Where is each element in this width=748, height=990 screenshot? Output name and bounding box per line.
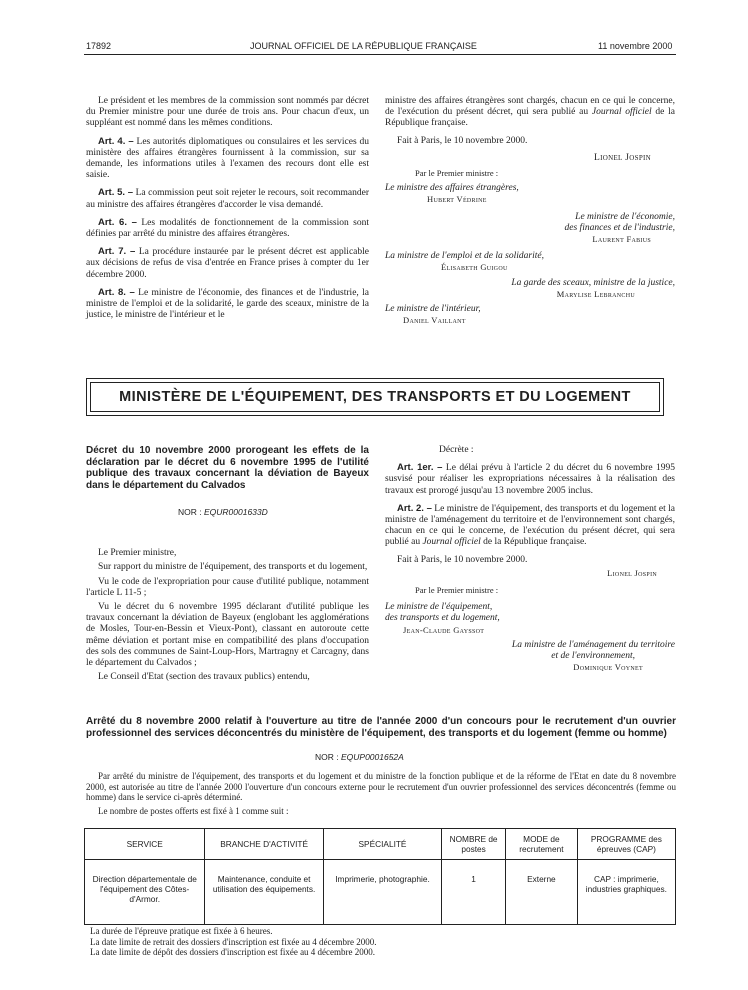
col-branche: BRANCHE D'ACTIVITÉ bbox=[205, 829, 323, 860]
name-fabius: Laurent Fabius bbox=[592, 234, 651, 245]
name-gayssot: Jean-Claude Gayssot bbox=[403, 624, 485, 635]
signature-pm: Lionel Jospin bbox=[594, 152, 651, 163]
decrete: Décrète : bbox=[439, 445, 474, 455]
ministry-heading: MINISTÈRE DE L'ÉQUIPEMENT, DES TRANSPORTS ET DU LOGEMENT bbox=[119, 389, 631, 405]
arrete-p1: Par arrêté du ministre de l'équipement, des transports et du logement et du ministre de la fonction publique et de la réforme de l'Etat en date du 8 novembre 2000, est autorisée au titre de l'année 2000 l'ouverture d'un concours externe pour le recrutement d'un ouvrier professionnel des services déconcentrés (femme ou homme) dans le service ci-après déterminé. bbox=[86, 771, 676, 802]
arrete-body bbox=[86, 771, 676, 822]
arrete-f1: La durée de l'épreuve pratique est fixée à 6 heures. bbox=[90, 926, 273, 936]
name-vaillant: Daniel Vaillant bbox=[403, 315, 466, 326]
arrete-f2: La date limite de retrait des dossiers d'inscription est fixée au 4 décembre 2000. bbox=[90, 936, 377, 947]
decret-role-equipement-a: Le ministre de l'équipement, bbox=[385, 602, 493, 613]
arrete-p2: Le nombre de postes offerts est fixé à 1 comme suit : bbox=[98, 805, 289, 816]
arrete-footer bbox=[86, 926, 676, 958]
name-voynet: Dominique Voynet bbox=[573, 662, 643, 673]
decret-left-column bbox=[86, 445, 369, 686]
col-service: SERVICE bbox=[85, 829, 205, 860]
decret-role-amenagement-a: La ministre de l'aménagement du territoire bbox=[511, 639, 675, 650]
role-justice: La garde des sceaux, ministre de la justice, bbox=[511, 277, 675, 288]
article-7: Art. 7. – La procédure instaurée par le présent décret est applicable aux décisions de refus de visa d'entrée en France prises à compter du 1er décembre 2000. bbox=[86, 246, 369, 280]
top-right-column bbox=[385, 96, 675, 326]
decret-title: Décret du 10 novembre 2000 prorogeant les effets de la déclaration par le décret du 6 novembre 1995 de l'utilité publique des travaux concernant la déviation de Bayeux dans le département du Calvados bbox=[86, 445, 369, 491]
commission-paragraph: Le président et les membres de la commission sont nommés par décret du Premier ministre pour une durée de trois ans. Pour chacun d'eux, un suppléant est nommé dans les mêmes conditions. bbox=[86, 96, 369, 129]
col-nombre: NOMBRE de postes bbox=[442, 829, 506, 860]
decret-signature-pm: Lionel Jospin bbox=[607, 567, 657, 578]
col-specialite: SPÉCIALITÉ bbox=[323, 829, 441, 860]
table-row bbox=[85, 860, 676, 925]
decret-article-1: Art. 1er. – Le délai prévu à l'article 2 du décret du 6 novembre 1995 susvisé pour réaliser les expropriations nécessaires à la réalisation des travaux est prorogé jusqu'au 13 novembre 2005 inclus. bbox=[385, 462, 675, 496]
postes-table bbox=[84, 828, 676, 925]
col-mode: MODE de recrutement bbox=[505, 829, 577, 860]
col-programme: PROGRAMME des épreuves (CAP) bbox=[577, 829, 675, 860]
ministry-heading-box bbox=[90, 382, 660, 412]
cell-specialite: Imprimerie, photographie. bbox=[323, 860, 441, 925]
fait-a-paris: Fait à Paris, le 10 novembre 2000. bbox=[397, 135, 528, 146]
article-4: Art. 4. – Les autorités diplomatiques ou consulaires et les services du ministère des affaires étrangères fournissent à la commission, sur sa demande, les informations utiles à l'examen des recours dont elle est saisie. bbox=[86, 135, 369, 181]
article-5: Art. 5. – La commission peut soit rejeter le recours, soit recommander au ministre des affaires étrangères d'accorder le visa demandé. bbox=[86, 187, 369, 210]
name-guigou: Élisabeth Guigou bbox=[441, 262, 508, 273]
arrete-f3: La date limite de dépôt des dossiers d'inscription est fixée au 4 décembre 2000. bbox=[90, 947, 376, 957]
name-lebranchu: Marylise Lebranchu bbox=[556, 288, 635, 299]
decret-role-amenagement-b: et de l'environnement, bbox=[551, 651, 635, 662]
decret-p4: Vu le décret du 6 novembre 1995 déclarant d'utilité publique les travaux concernant la déviation de Bayeux (englobant les agglomérations de Mosles, Tour-en-Bessin et Vieux-Pont), classant en autoroute cette même déviation et portant mise en compatibilité des plans d'occupation des sols des communes de Saint-Loup-Hors, Martragny et Carcagny, dans le département du Calvados ; bbox=[86, 602, 369, 669]
decret-nor: NOR : EQUR0001633D bbox=[178, 507, 268, 517]
article-8: Art. 8. – Le ministre de l'économie, des finances et de l'industrie, la ministre de l'emploi et de la solidarité, le garde des sceaux, ministre de la justice, le ministre de l'intérieur et le bbox=[86, 286, 369, 321]
journal-title: JOURNAL OFFICIEL DE LA RÉPUBLIQUE FRANÇAISE bbox=[250, 41, 477, 51]
name-vedrine: Hubert Védrine bbox=[427, 194, 487, 205]
cell-service: Direction départementale de l'équipement des Côtes-d'Armor. bbox=[85, 860, 205, 925]
table-header-row bbox=[85, 829, 676, 860]
decret-p1: Le Premier ministre, bbox=[98, 548, 177, 559]
top-left-column bbox=[86, 96, 369, 327]
decret-p2: Sur rapport du ministre de l'équipement, des transports et du logement, bbox=[98, 562, 368, 573]
header-rule bbox=[84, 54, 676, 55]
decret-right-column bbox=[385, 445, 675, 673]
arrete-nor: NOR : EQUP0001652A bbox=[315, 752, 404, 762]
page-number: 17892 bbox=[86, 41, 112, 51]
cell-nombre: 1 bbox=[442, 860, 506, 925]
cell-branche: Maintenance, conduite et utilisation des équipements. bbox=[205, 860, 323, 925]
article-6: Art. 6. – Les modalités de fonctionnement de la commission sont définies par arrêté du ministre des affaires étrangères. bbox=[86, 216, 369, 240]
decret-par-premier-ministre: Par le Premier ministre : bbox=[415, 585, 499, 596]
arrete-title: Arrêté du 8 novembre 2000 relatif à l'ouverture au titre de l'année 2000 d'un concours pour le recrutement d'un ouvrier professionnel des services déconcentrés du ministère de l'équipement, des transports et du logement (femme ou homme) bbox=[86, 716, 676, 739]
role-interieur: Le ministre de l'intérieur, bbox=[385, 304, 481, 315]
role-economie-b: des finances et de l'industrie, bbox=[564, 222, 675, 233]
decret-fait: Fait à Paris, le 10 novembre 2000. bbox=[397, 554, 528, 565]
role-economie-a: Le ministre de l'économie, bbox=[575, 211, 675, 222]
cell-programme: CAP : imprimerie, industries graphiques. bbox=[577, 860, 675, 925]
decret-p3: Vu le code de l'expropriation pour cause d'utilité publique, notamment l'article L 11-5 ; bbox=[86, 576, 369, 598]
issue-date: 11 novembre 2000 bbox=[598, 41, 673, 51]
decret-article-2: Art. 2. – Le ministre de l'équipement, des transports et du logement et la ministre de l'aménagement du territoire et de l'environnement sont chargés, chacun en ce qui le concerne, de l'exécution du présent décret, qui sera publié au Journal officiel de la République française. bbox=[385, 502, 675, 548]
decret-p5: Le Conseil d'Etat (section des travaux publics) entendu, bbox=[98, 672, 310, 683]
par-premier-ministre: Par le Premier ministre : bbox=[415, 168, 499, 179]
execution-paragraph: ministre des affaires étrangères sont chargés, chacun en ce qui le concerne, de l'exécution du présent décret, qui sera publié au Journal officiel de la République française. bbox=[385, 96, 676, 129]
cell-mode: Externe bbox=[505, 860, 577, 925]
role-affaires-etrangeres: Le ministre des affaires étrangères, bbox=[385, 183, 519, 194]
decret-role-equipement-b: des transports et du logement, bbox=[385, 613, 500, 624]
role-emploi: La ministre de l'emploi et de la solidarité, bbox=[385, 251, 544, 262]
